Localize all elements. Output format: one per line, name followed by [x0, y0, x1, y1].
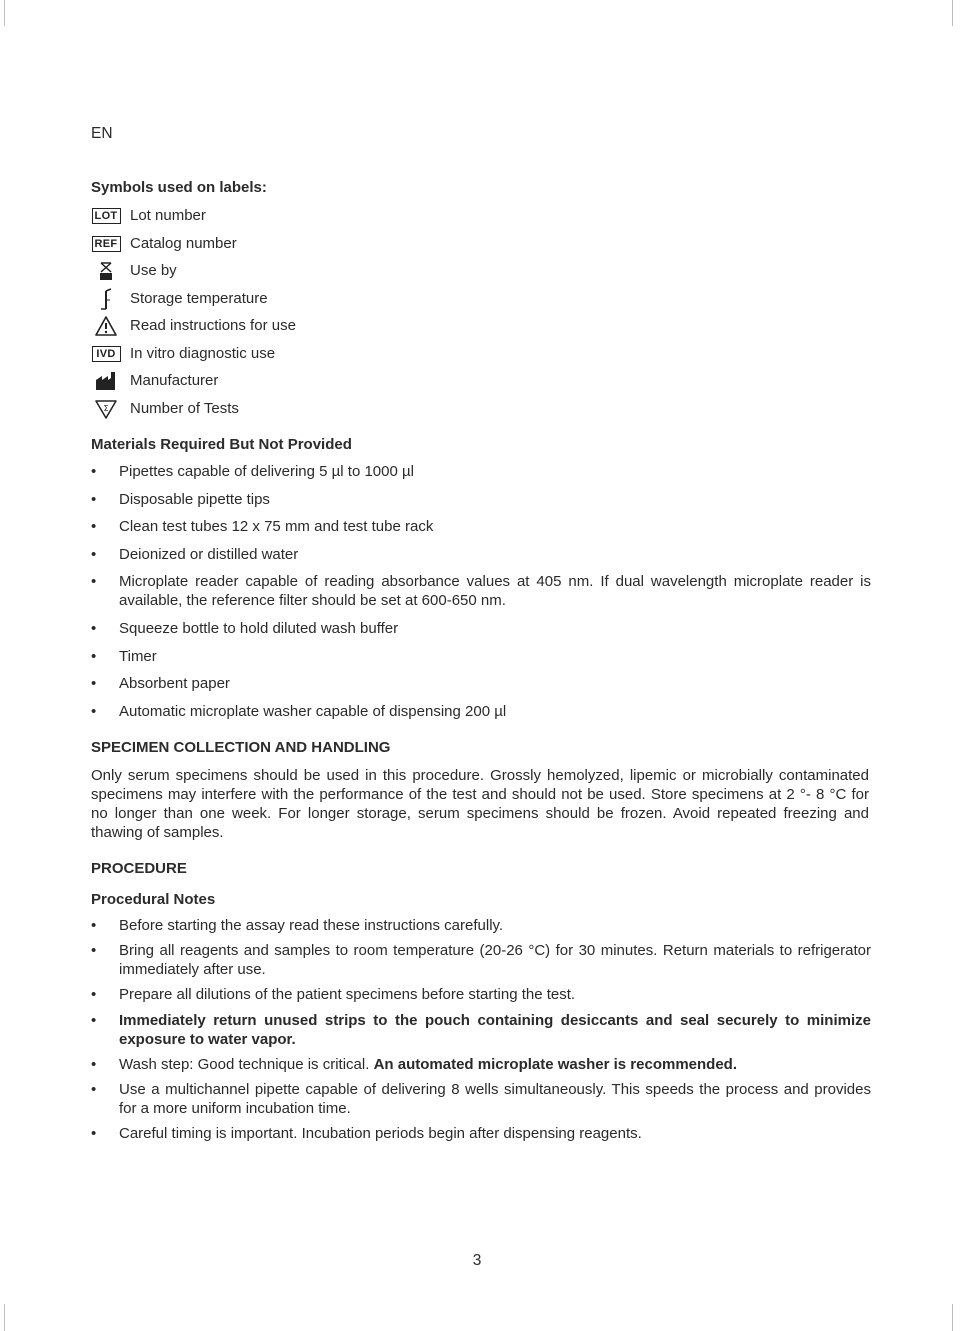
symbol-row-ivd: [90, 342, 276, 366]
symbol-label: Catalog number: [130, 235, 237, 252]
page-number: 3: [472, 1252, 482, 1269]
crop-mark-bottom-left: [4, 1304, 5, 1331]
crop-mark-bottom-right: [952, 1304, 953, 1331]
symbols-heading: Symbols used on labels:: [91, 179, 267, 196]
symbol-label: Lot number: [130, 207, 206, 224]
thermometer-icon: [97, 288, 115, 310]
list-item: • Clean test tubes 12 x 75 mm and test tube rack: [91, 518, 434, 535]
procedure-heading: PROCEDURE: [91, 860, 187, 877]
ivd-icon: IVD: [92, 346, 121, 362]
specimen-paragraph: Only serum specimens should be used in this procedure. Grossly hemolyzed, lipemic or microbially contaminated specimens may interfere with the performance of the test and should not be used. Store specimens at 2 °- 8 °C for no longer than one week. For longer storage, serum specimens should be frozen. Avoid repeated freezing and thawing of samples.: [91, 767, 869, 841]
symbol-label: Number of Tests: [130, 400, 239, 417]
list-item: • Immediately return unused strips to the pouch containing desiccants and seal securely to minimize exposure to water vapor.: [91, 1012, 871, 1048]
symbol-label: Manufacturer: [130, 372, 219, 389]
list-item: • Before starting the assay read these instructions carefully.: [91, 917, 504, 934]
list-item: • Microplate reader capable of reading absorbance values at 405 nm. If dual wavelength microplate reader is available, the reference filter should be set at 600-650 nm.: [91, 573, 871, 609]
symbol-row-lot: [90, 204, 206, 228]
list-item: • Prepare all dilutions of the patient specimens before starting the test.: [91, 986, 576, 1003]
ref-icon: REF: [92, 236, 121, 252]
lot-icon: LOT: [92, 208, 121, 224]
svg-text:Σ: Σ: [103, 404, 109, 413]
symbol-row-ref: [90, 232, 237, 256]
specimen-heading: SPECIMEN COLLECTION AND HANDLING: [91, 739, 391, 756]
symbol-row-number-of-tests: [90, 397, 239, 421]
list-item: • Squeeze bottle to hold diluted wash buffer: [91, 620, 399, 637]
language-code: EN: [91, 125, 113, 142]
symbol-row-use-by: [90, 259, 177, 283]
list-item: • Pipettes capable of delivering 5 µl to 1000 µl: [91, 463, 414, 480]
symbol-label: Read instructions for use: [130, 317, 296, 334]
symbol-row-manufacturer: [90, 369, 219, 393]
list-item: • Timer: [91, 648, 157, 665]
symbol-label: Use by: [130, 262, 177, 279]
list-item: • Automatic microplate washer capable of dispensing 200 µl: [91, 703, 507, 720]
symbol-row-instructions: [90, 314, 296, 338]
list-item: • Careful timing is important. Incubation periods begin after dispensing reagents.: [91, 1125, 642, 1142]
list-item: • Bring all reagents and samples to room temperature (20-26 °C) for 30 minutes. Return materials to refrigerator immediately after use.: [91, 942, 871, 978]
list-item: • Deionized or distilled water: [91, 546, 299, 563]
list-item: • Absorbent paper: [91, 675, 230, 692]
crop-mark-top-right: [952, 0, 953, 26]
symbol-row-storage-temp: [90, 287, 268, 311]
symbol-label: In vitro diagnostic use: [130, 345, 276, 362]
crop-mark-top-left: [4, 0, 5, 26]
list-item: • Wash step: Good technique is critical. An automated microplate washer is recommended.: [91, 1056, 737, 1073]
hourglass-icon: [98, 261, 114, 281]
factory-icon: [94, 371, 118, 391]
procedural-notes-subheading: Procedural Notes: [91, 891, 216, 908]
sigma-icon: [95, 399, 117, 419]
list-item: • Disposable pipette tips: [91, 491, 270, 508]
materials-heading: Materials Required But Not Provided: [91, 436, 352, 453]
warning-icon: [95, 316, 117, 336]
list-item: • Use a multichannel pipette capable of delivering 8 wells simultaneously. This speeds the process and provides for a more uniform incubation time.: [91, 1081, 871, 1117]
symbol-label: Storage temperature: [130, 290, 268, 307]
